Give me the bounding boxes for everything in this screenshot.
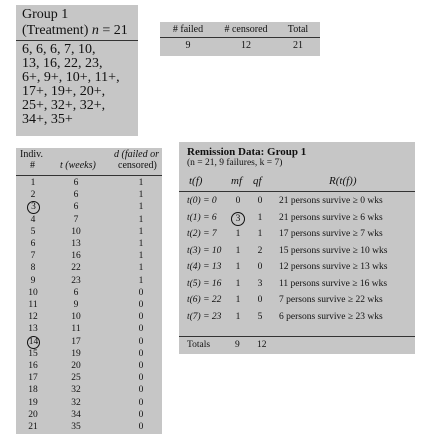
table-row	[16, 202, 162, 214]
individual-table	[16, 148, 162, 434]
individual-id: 10	[28, 287, 38, 298]
table-row	[16, 239, 162, 251]
individual-id: 9	[30, 275, 36, 286]
time-weeks: 6	[73, 190, 79, 201]
failed-or-censored: 0	[138, 312, 144, 323]
censored-count: 1	[257, 212, 263, 223]
individual-id: 12	[28, 312, 38, 323]
header-d-line1: d (failed or	[114, 149, 159, 160]
table-row	[179, 196, 415, 210]
ordered-failure-time: t(7) = 23	[187, 311, 222, 322]
time-weeks: 35	[71, 422, 81, 432]
failed-or-censored: 0	[138, 336, 144, 347]
ordered-failure-time: t(4) = 13	[187, 262, 222, 272]
table-row	[179, 213, 415, 227]
circled-individual-id: 3	[27, 201, 40, 214]
remission-totals	[179, 336, 415, 353]
failures-count: 1	[235, 295, 241, 305]
totals-header	[160, 22, 320, 38]
individual-id: 4	[30, 214, 36, 225]
failures-count: 1	[235, 262, 241, 272]
risk-set-description: 15 persons survive ≥ 10 wks	[279, 245, 388, 256]
individual-id: 7	[30, 251, 36, 262]
failures-count: 0	[235, 196, 241, 206]
individual-id: 19	[28, 397, 38, 408]
table-row	[16, 300, 162, 312]
remission-title: Remission Data: Group 1	[187, 146, 307, 158]
individual-id: 17	[28, 373, 38, 384]
table-row	[16, 324, 162, 336]
time-weeks: 9	[73, 300, 79, 310]
table-row	[16, 263, 162, 275]
group-data-line: 17+, 19+, 20+,	[22, 84, 106, 99]
censored-count: 0	[257, 295, 263, 305]
time-weeks: 20	[71, 361, 81, 371]
table-row	[179, 246, 415, 260]
group-data-line: 25+, 32+, 32+,	[22, 98, 106, 113]
table-row	[16, 288, 162, 300]
group-data-line: 6, 6, 6, 7, 10,	[22, 42, 96, 57]
ordered-failure-time: t(3) = 10	[187, 245, 222, 256]
ordered-failure-time: t(5) = 16	[187, 278, 222, 289]
failed-or-censored: 0	[138, 324, 144, 335]
individual-id: 2	[30, 190, 36, 201]
table-row	[16, 361, 162, 373]
individual-id: 21	[28, 422, 38, 432]
failures-count: 1	[235, 229, 241, 239]
individual-id: 13	[28, 324, 38, 335]
group-subtitle-suffix: = 21	[98, 23, 128, 38]
table-row	[16, 422, 162, 434]
col-q: qf	[253, 175, 262, 187]
failed-or-censored: 1	[138, 202, 144, 213]
table-row	[16, 190, 162, 202]
time-weeks: 23	[71, 275, 81, 286]
individual-id: 1	[30, 178, 36, 188]
individual-id: 6	[30, 239, 36, 249]
ordered-failure-time: t(2) = 7	[187, 229, 217, 239]
table-row	[179, 312, 415, 326]
time-weeks: 34	[71, 409, 81, 420]
individual-id: 16	[28, 361, 38, 371]
header-censored: # censored	[224, 24, 268, 35]
time-weeks: 10	[71, 226, 81, 237]
risk-set-description: 7 persons survive ≥ 22 wks	[279, 295, 383, 305]
table-row	[16, 227, 162, 239]
failed-or-censored: 1	[138, 190, 144, 201]
col-m: mf	[231, 175, 242, 187]
header-total: Total	[287, 24, 309, 35]
time-weeks: 6	[73, 202, 79, 213]
remission-table	[179, 142, 415, 354]
failed-or-censored: 0	[138, 409, 144, 420]
censored-count: 0	[257, 262, 263, 272]
time-weeks: 6	[73, 178, 79, 188]
failed-or-censored: 1	[138, 251, 144, 262]
group-subtitle-prefix: (Treatment)	[22, 23, 92, 38]
totals-table	[160, 22, 320, 56]
failed-or-censored: 0	[138, 373, 144, 384]
table-row	[16, 398, 162, 410]
failures-count: 1	[235, 278, 241, 289]
col-r: R(t(f))	[329, 175, 357, 187]
failed-or-censored: 1	[138, 239, 144, 249]
value-failed: 9	[185, 40, 191, 51]
header-hash: #	[30, 160, 35, 171]
individual-id: 11	[28, 300, 38, 310]
failed-or-censored: 0	[138, 361, 144, 371]
failures-count: 1	[235, 311, 241, 322]
totals-m: 9	[235, 340, 240, 350]
ordered-failure-time: t(0) = 0	[187, 196, 217, 206]
table-row	[16, 215, 162, 227]
header-failed: # failed	[172, 24, 204, 35]
time-weeks: 22	[71, 263, 81, 274]
remission-subtitle: (n = 21, 9 failures, k = 7)	[187, 158, 283, 168]
failed-or-censored: 1	[138, 275, 144, 286]
group-data-line: 6+, 9+, 10+, 11+,	[22, 70, 120, 85]
remission-column-header	[179, 173, 415, 192]
table-row	[16, 410, 162, 422]
individual-id: 5	[30, 226, 36, 237]
time-weeks: 32	[71, 385, 81, 396]
censored-count: 2	[257, 245, 263, 256]
group-title: Group 1	[22, 7, 69, 22]
circled-failures-count: 3	[231, 212, 245, 226]
failed-or-censored: 0	[138, 287, 144, 298]
time-weeks: 13	[71, 239, 81, 249]
risk-set-description: 21 persons survive ≥ 0 wks	[279, 196, 383, 206]
time-weeks: 10	[71, 312, 81, 323]
totals-q: 12	[257, 340, 267, 350]
table-row	[16, 385, 162, 397]
value-total: 21	[293, 40, 303, 51]
group-1-box	[16, 5, 138, 136]
table-row	[179, 279, 415, 293]
group-subtitle-n: n	[91, 23, 99, 38]
time-weeks: 11	[71, 324, 81, 335]
table-row	[16, 349, 162, 361]
group-header	[16, 5, 138, 41]
failed-or-censored: 1	[138, 226, 144, 237]
failed-or-censored: 0	[138, 348, 144, 359]
failed-or-censored: 0	[138, 300, 144, 310]
header-d-line2: censored)	[118, 160, 157, 171]
censored-count: 3	[257, 278, 263, 289]
table-row	[179, 262, 415, 276]
time-weeks: 16	[71, 251, 81, 262]
censored-count: 0	[257, 196, 263, 206]
time-weeks: 19	[71, 348, 81, 359]
circled-individual-id: 14	[28, 336, 39, 347]
censored-count: 1	[257, 229, 263, 239]
individual-id: 15	[28, 348, 38, 359]
individual-id: 20	[28, 409, 38, 420]
table-row	[16, 276, 162, 288]
group-data-line: 13, 16, 22, 23,	[22, 56, 103, 71]
table-row	[16, 178, 162, 190]
header-t: t (weeks)	[60, 160, 96, 171]
failed-or-censored: 1	[138, 178, 144, 188]
time-weeks: 6	[73, 287, 79, 298]
table-row	[16, 373, 162, 385]
value-censored: 12	[241, 40, 251, 51]
risk-set-description: 6 persons survive ≥ 23 wks	[279, 311, 383, 322]
col-t: t(f)	[189, 175, 203, 187]
group-subtitle	[22, 23, 128, 39]
failed-or-censored: 1	[138, 214, 144, 225]
group-data-line: 34+, 35+	[22, 112, 73, 127]
ordered-failure-time: t(1) = 6	[187, 212, 217, 223]
time-weeks: 32	[71, 397, 81, 408]
failed-or-censored: 0	[138, 397, 144, 408]
risk-set-description: 11 persons survive ≥ 16 wks	[279, 278, 388, 289]
failed-or-censored: 0	[138, 422, 144, 432]
ordered-failure-time: t(6) = 22	[187, 295, 222, 305]
table-row	[16, 337, 162, 349]
table-row	[179, 295, 415, 309]
time-weeks: 7	[73, 214, 79, 225]
time-weeks: 25	[71, 373, 81, 384]
time-weeks: 17	[71, 336, 81, 347]
risk-set-description: 17 persons survive ≥ 7 wks	[279, 229, 383, 239]
table-row	[179, 229, 415, 243]
totals-label: Totals	[187, 340, 211, 350]
failed-or-censored: 0	[138, 385, 144, 396]
risk-set-description: 12 persons survive ≥ 13 wks	[279, 262, 388, 272]
individual-table-header	[16, 148, 162, 176]
individual-id: 8	[30, 263, 36, 274]
failures-count: 1	[235, 245, 241, 256]
censored-count: 5	[257, 311, 263, 322]
group-data-lines	[22, 43, 120, 127]
individual-id: 18	[28, 385, 38, 396]
table-row	[16, 312, 162, 324]
failed-or-censored: 1	[138, 263, 144, 274]
table-row	[16, 251, 162, 263]
totals-row	[160, 39, 320, 55]
header-indiv: Indiv.	[20, 149, 43, 160]
risk-set-description: 21 persons survive ≥ 6 wks	[279, 212, 383, 223]
